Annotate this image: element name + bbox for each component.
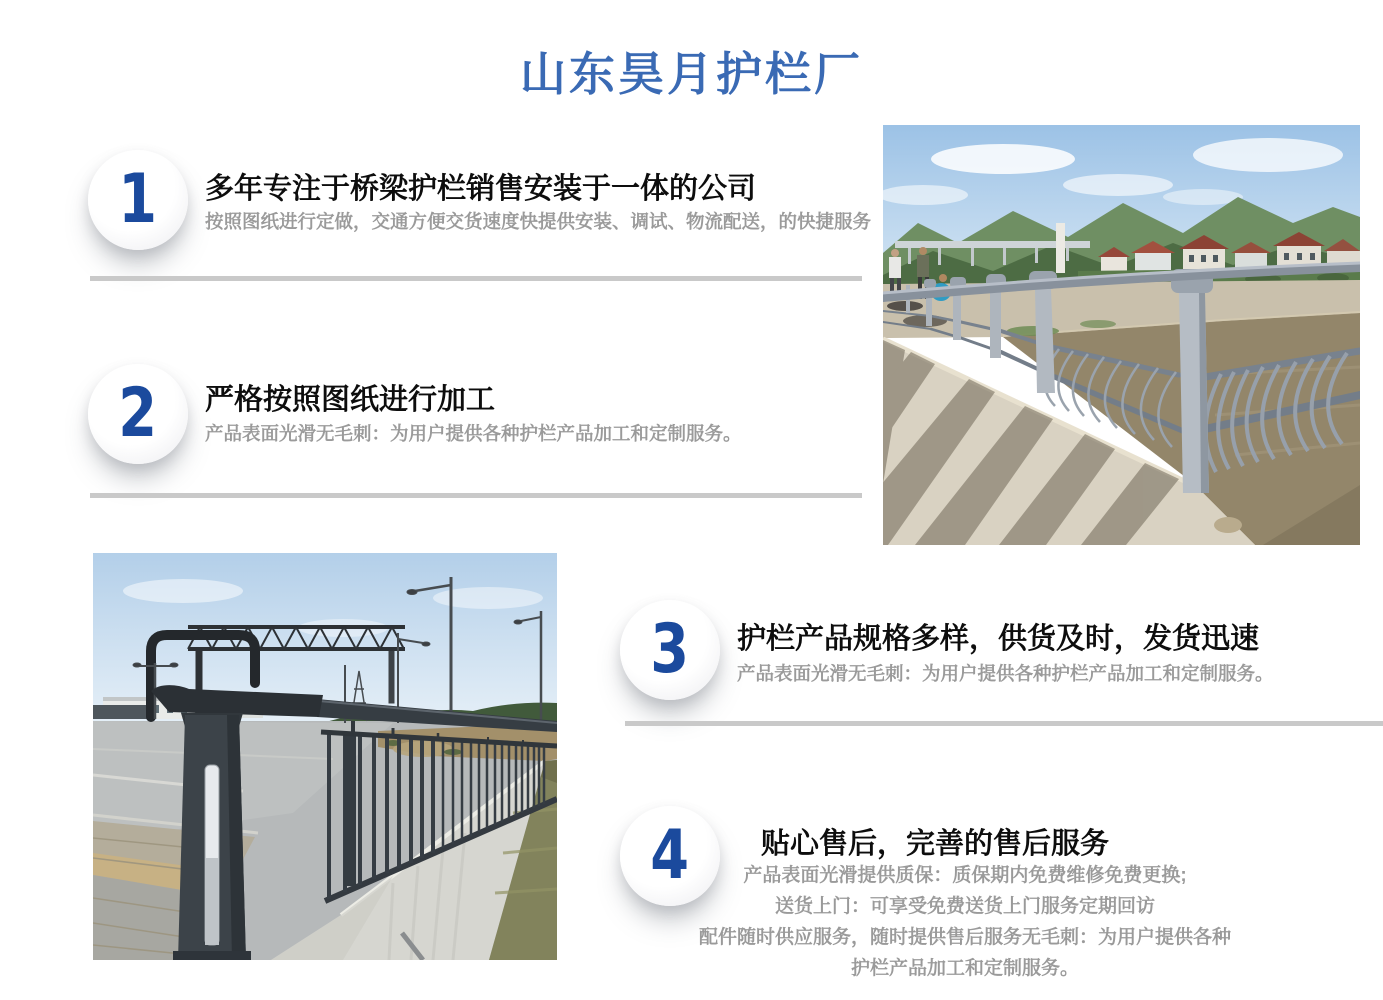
divider-2	[90, 493, 862, 498]
canal-guardrail-illustration	[93, 553, 557, 960]
feature-3-title: 护栏产品规格多样，供货及时，发货迅速	[737, 623, 1260, 655]
feature-4-line-3: 配件随时供应服务，随时提供售后服务无毛刺：为用户提供各种	[698, 927, 1231, 948]
feature-2-number-badge	[88, 364, 188, 464]
feature-4-number: 4	[650, 816, 690, 895]
feature-3-number: 3	[650, 610, 690, 689]
feature-3-number-badge	[620, 600, 720, 700]
feature-3-description: 产品表面光滑无毛刺：为用户提供各种护栏产品加工和定制服务。	[737, 663, 1274, 684]
bridge-guardrail-photo	[883, 125, 1360, 545]
page-title: 山东昊月护栏厂	[520, 48, 863, 100]
feature-4-title: 贴心售后，完善的售后服务	[760, 828, 1109, 860]
second-post	[344, 736, 356, 886]
feature-1-number: 1	[118, 160, 158, 239]
feature-2-description: 产品表面光滑无毛刺：为用户提供各种护栏产品加工和定制服务。	[205, 423, 742, 444]
feature-4-description	[585, 860, 1345, 984]
feature-4-line-2: 送货上门：可享受免费送货上门服务定期回访	[774, 896, 1155, 917]
feature-1-title: 多年专注于桥梁护栏销售安装于一体的公司	[205, 173, 757, 205]
feature-1-number-badge	[88, 150, 188, 250]
feature-4-line-1: 产品表面光滑提供质保：质保期内免费维修免费更换;	[743, 865, 1187, 886]
divider-1	[90, 276, 862, 281]
feature-4-line-4: 护栏产品加工和定制服务。	[850, 958, 1079, 979]
feature-2-title: 严格按照图纸进行加工	[205, 384, 496, 416]
feature-1-description: 按照图纸进行定做，交通方便交货速度快提供安装、调试、物流配送，的快捷服务	[205, 211, 872, 232]
bridge-guardrail-illustration	[883, 125, 1360, 545]
canal-guardrail-photo	[93, 553, 557, 960]
divider-3	[625, 721, 1383, 726]
feature-2-number: 2	[118, 374, 158, 453]
